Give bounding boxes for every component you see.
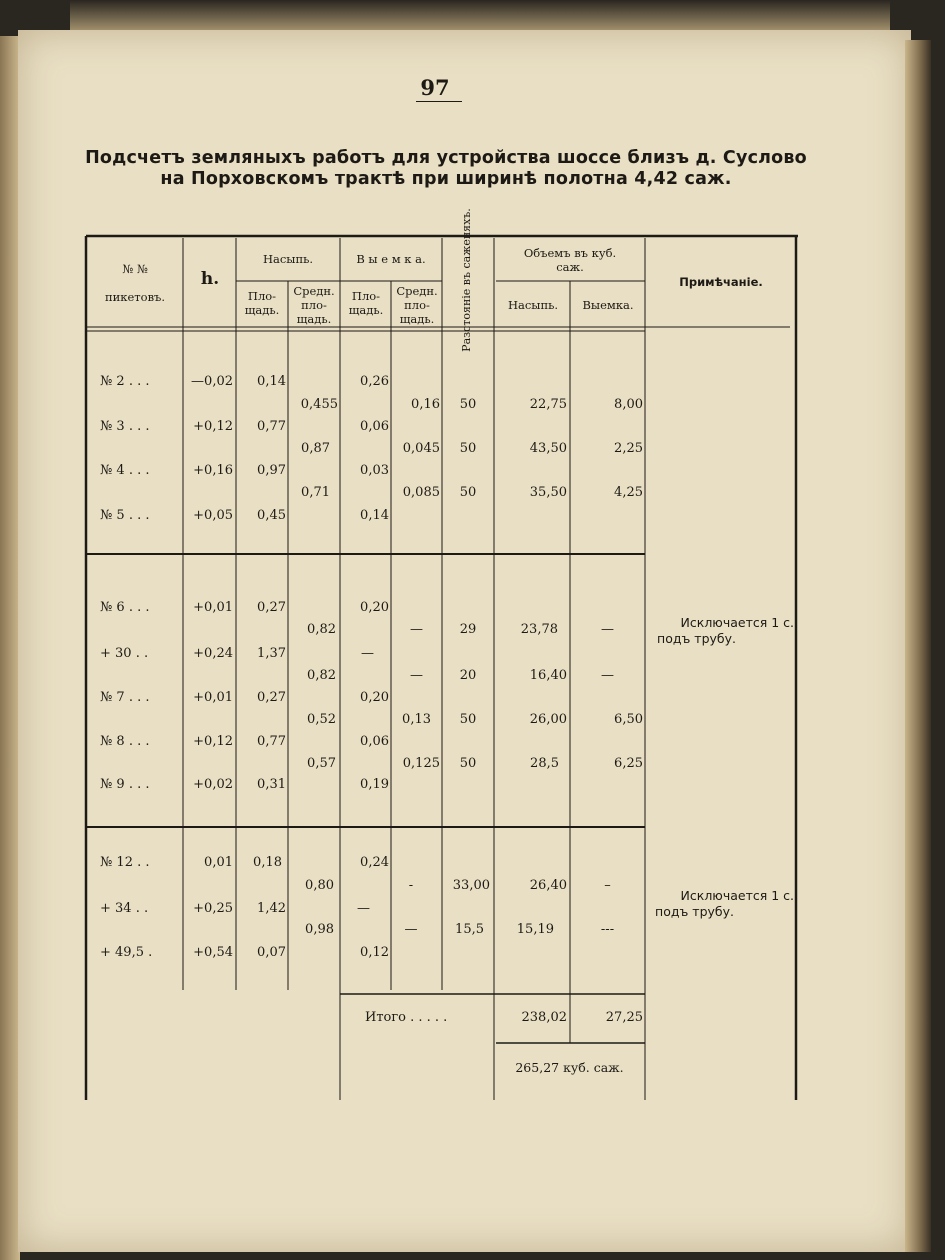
title-line-2: на Порховскомъ трактѣ при ширинѣ полотна 4,42 саж. [160,169,732,189]
interval-distance: 50 [459,756,477,771]
note-drainage-1 [650,615,794,647]
picket-name: + 30 . . [100,646,149,661]
header-note: Примѣчаніе. [679,275,763,289]
picket-h: +0,05 [193,508,233,523]
interval-vol-cut: 6,25 [614,756,643,771]
interval-fill-avg: 0,82 [307,668,336,683]
table-title [66,148,826,190]
picket-cut-area: 0,19 [360,777,389,792]
interval-distance: 50 [459,397,477,412]
interval-vol-cut: 6,50 [614,712,643,727]
interval-vol-fill: 26,40 [529,878,567,893]
header-cut: В ы е м к а. [356,252,426,266]
picket-cut-area: 0,12 [360,945,389,960]
picket-cut-area: 0,24 [360,855,389,870]
picket-cut-area: 0,26 [360,374,389,389]
note-line: подъ трубу. [657,631,736,646]
picket-cut-area: 0,20 [360,690,389,705]
book-gutter [0,36,20,1260]
picket-fill-area: 0,31 [257,777,286,792]
picket-h: +0,01 [193,690,233,705]
note-line: Исключается 1 с. [680,888,794,903]
picket-cut-area: 0,20 [360,600,389,615]
picket-fill-area: 0,27 [257,690,286,705]
picket-fill-area: 1,42 [257,901,286,916]
picket-fill-area: 0,97 [257,463,286,478]
interval-cut-avg: — [410,622,423,637]
interval-vol-cut: – [604,878,611,893]
header-cut-avg: Средн. пло-щадь. [396,284,438,326]
page-number: 97 [420,75,450,100]
picket-fill-area: 0,77 [257,419,286,434]
picket-cut-area: — [361,646,374,661]
interval-cut-avg: - [408,878,414,893]
header-distance: Разстояніе въ саженяхъ. [460,208,473,352]
grand-total: 265,27 куб. саж. [515,1060,624,1075]
interval-distance: 50 [459,712,477,727]
picket-h: +0,25 [193,901,233,916]
page-number-rule [416,101,462,102]
interval-distance: 15,5 [455,922,484,937]
interval-cut-avg: 0,045 [402,441,440,456]
interval-cut-avg: 0,16 [411,397,440,412]
picket-h: +0,54 [193,945,233,960]
picket-h: +0,12 [193,734,233,749]
total-label: Итого . . . . . [365,1010,448,1025]
interval-distance: 33,00 [452,878,490,893]
picket-fill-area: 0,07 [257,945,286,960]
interval-fill-avg: 0,455 [300,397,338,412]
interval-vol-fill: 35,50 [529,485,567,500]
picket-h: +0,01 [193,600,233,615]
picket-h: +0,12 [193,419,233,434]
header-picket: № № [122,262,148,276]
picket-cut-area: 0,03 [360,463,389,478]
title-line-1: Подсчетъ земляныхъ работъ для устройства шоссе близъ д. Суслово [85,148,807,168]
interval-cut-avg: 0,085 [402,485,440,500]
note-line: подъ трубу. [655,904,734,919]
picket-cut-area: 0,14 [360,508,389,523]
interval-vol-cut: 2,25 [614,441,643,456]
interval-cut-avg: — [410,668,423,683]
interval-vol-fill: 28,5 [530,756,559,771]
interval-fill-avg: 0,57 [307,756,336,771]
header-h: h. [200,269,220,289]
picket-cut-area: — [357,901,370,916]
interval-fill-avg: 0,71 [301,485,330,500]
picket-fill-area: 0,27 [257,600,286,615]
interval-cut-avg: 0,13 [402,712,431,727]
header-fill: Насыпь. [262,252,314,266]
header-fill-avg: Средн. пло-щадь. [293,284,335,326]
picket-h: 0,01 [204,855,233,870]
picket-cut-area: 0,06 [360,419,389,434]
interval-distance: 50 [459,441,477,456]
picket-fill-area: 1,37 [257,646,286,661]
interval-vol-cut: 4,25 [614,485,643,500]
interval-fill-avg: 0,87 [301,441,330,456]
interval-vol-fill: 26,00 [529,712,567,727]
picket-h: +0,24 [193,646,233,661]
header-fill-area: Пло-щадь. [244,289,280,317]
interval-vol-fill: 15,19 [516,922,554,937]
interval-cut-avg: 0,125 [402,756,440,771]
picket-name: № 12 . . [100,855,150,870]
interval-distance: 29 [459,622,477,637]
interval-distance: 50 [459,485,477,500]
header-cut-area: Пло-щадь. [348,289,384,317]
interval-fill-avg: 0,98 [305,922,334,937]
interval-fill-avg: 0,80 [305,878,334,893]
interval-fill-avg: 0,82 [307,622,336,637]
picket-fill-area: 0,14 [257,374,286,389]
picket-name: № 2 . . . [100,374,150,389]
interval-cut-avg: — [404,922,418,937]
interval-vol-fill: 23,78 [520,622,558,637]
header-vol-cut: Выемка. [582,298,634,312]
picket-name: № 3 . . . [100,419,150,434]
picket-name: + 49,5 . [100,945,153,960]
picket-name: + 34 . . [100,901,149,916]
picket-fill-area: 0,45 [257,508,286,523]
picket-name: № 9 . . . [100,777,150,792]
interval-vol-cut: — [601,668,614,683]
picket-name: № 5 . . . [100,508,150,523]
interval-vol-fill: 16,40 [529,668,567,683]
picket-cut-area: 0,06 [360,734,389,749]
total-cut: 27,25 [605,1010,643,1025]
picket-fill-area: 0,18 [253,855,282,870]
picket-fill-area: 0,77 [257,734,286,749]
note-drainage-2 [650,888,794,920]
header-vol-fill: Насыпь. [507,298,559,312]
interval-distance: 20 [459,668,477,683]
page-edge-stack [905,40,931,1252]
header-picket-sub: пикетовъ. [104,290,166,304]
picket-name: № 6 . . . [100,600,150,615]
picket-h: +0,02 [193,777,233,792]
interval-vol-fill: 43,50 [529,441,567,456]
interval-vol-cut: — [601,622,614,637]
picket-h: +0,16 [193,463,233,478]
interval-vol-cut: --- [600,922,615,937]
picket-name: № 4 . . . [100,463,150,478]
interval-fill-avg: 0,52 [307,712,336,727]
interval-vol-cut: 8,00 [614,397,643,412]
picket-h: —0,02 [191,374,233,389]
note-line: Исключается 1 с. [680,615,794,630]
header-volume: Объемъ въ куб. саж. [523,246,617,274]
picket-name: № 7 . . . [100,690,150,705]
total-fill: 238,02 [521,1010,567,1025]
interval-vol-fill: 22,75 [529,397,567,412]
picket-name: № 8 . . . [100,734,150,749]
